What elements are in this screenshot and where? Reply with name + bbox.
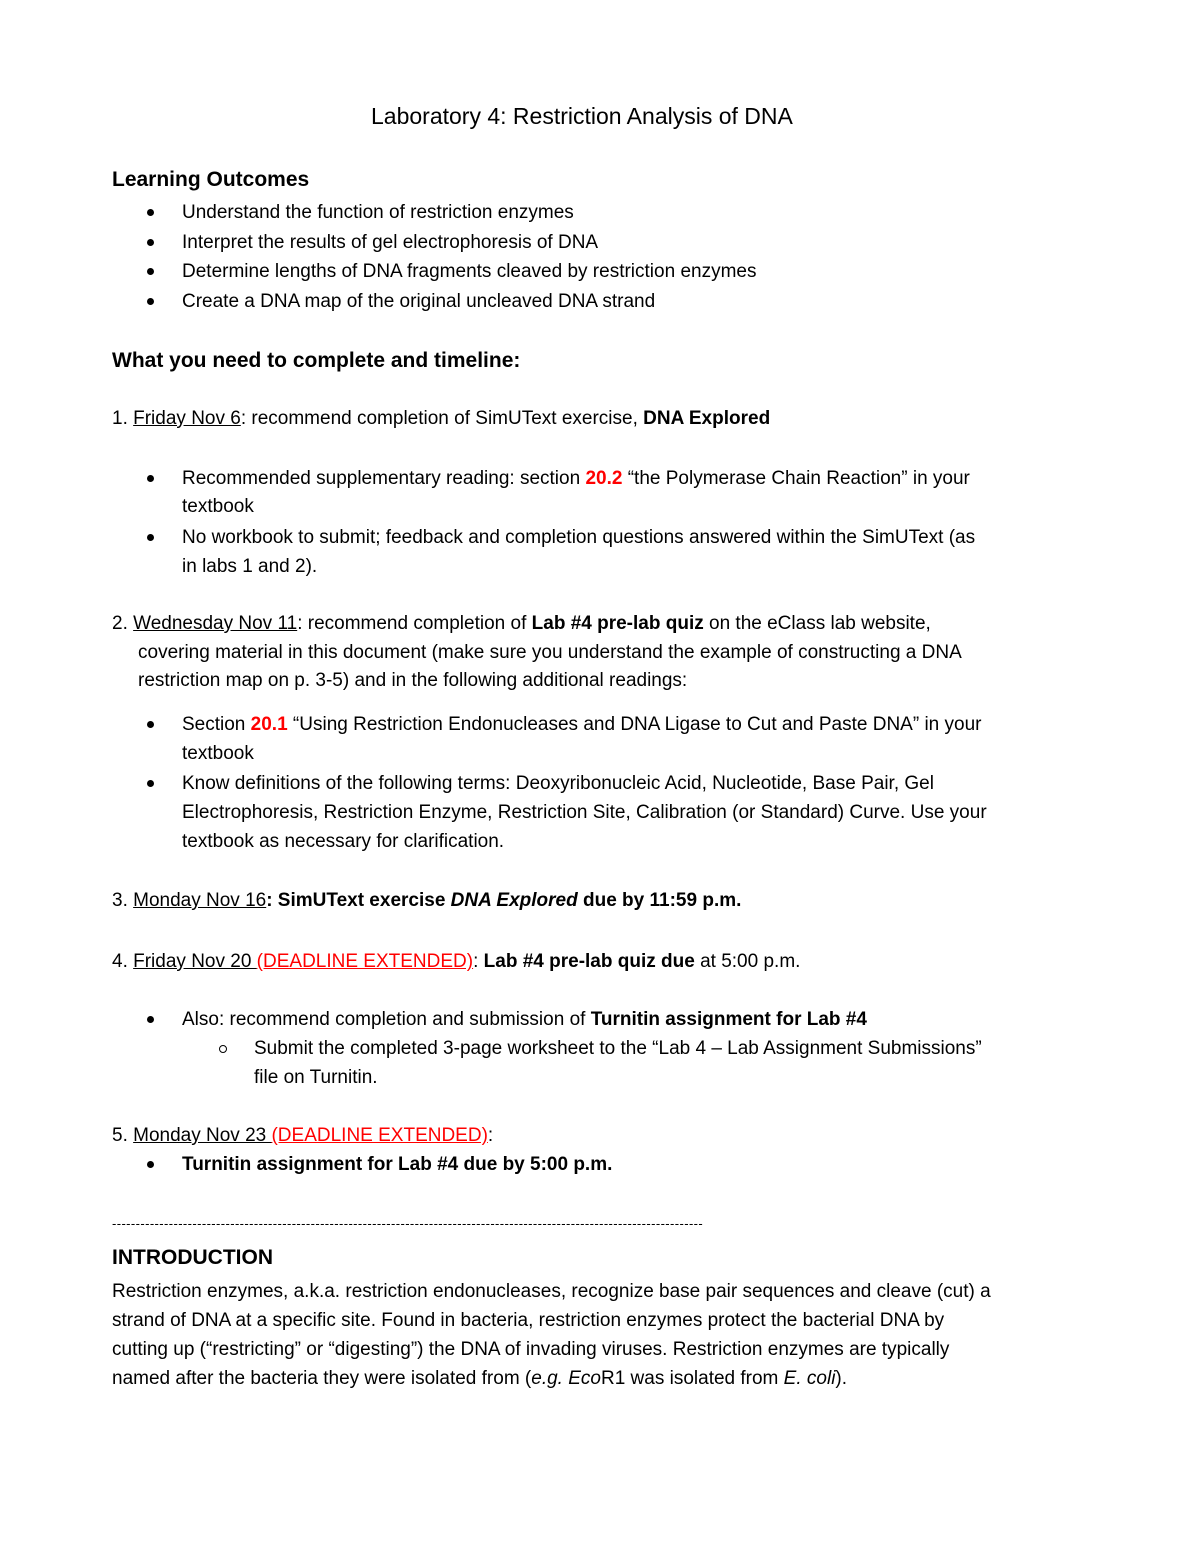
bullet-text: “Using Restriction Endonucleases and DNA Ligase to Cut and Paste DNA” in your (287, 714, 982, 735)
item-number: 1. (112, 408, 134, 429)
bullet-icon (147, 721, 154, 728)
intro-text: R1 was isolated from (600, 1368, 784, 1389)
item-number: 2. (112, 613, 134, 634)
deadline-extended-label: (DEADLINE EXTENDED) (256, 951, 474, 972)
bullet-text-continuation: textbook as necessary for clarification. (182, 831, 505, 852)
intro-text: named after the bacteria they were isolated from ( (112, 1368, 532, 1389)
bullet-icon (147, 475, 154, 482)
item-text-continuation: covering material in this document (make sure you understand the example of constructing a DNA (138, 642, 962, 663)
item-text: on the eClass lab website, (703, 613, 931, 634)
item-date: Friday Nov 20 (133, 951, 257, 972)
reading-bullet-line (182, 710, 982, 739)
introduction-heading: INTRODUCTION (112, 1246, 273, 1269)
bullet-icon (147, 1016, 154, 1023)
item-bold-text: Lab #4 pre-lab quiz due (483, 951, 695, 972)
intro-italic-text: E. coli (783, 1368, 836, 1389)
item-text-continuation: restriction map on p. 3-5) and in the following additional readings: (138, 670, 688, 691)
deadline-extended-label: (DEADLINE EXTENDED) (271, 1125, 488, 1146)
item-italic-text: DNA Explored (450, 890, 578, 911)
hollow-bullet-icon (219, 1045, 227, 1053)
learning-outcome-item: Interpret the results of gel electrophoresis of DNA (182, 232, 599, 253)
separator-line: ----------------------------------------------------------------------------------------------------------------------------- (112, 1216, 704, 1231)
bullet-icon (147, 534, 154, 541)
intro-paragraph-line: strand of DNA at a specific site. Found in bacteria, restriction enzymes protect the bacterial DNA by (112, 1310, 945, 1331)
item-text: : recommend completion of SimUText exercise, (240, 408, 644, 429)
learning-outcomes-heading: Learning Outcomes (112, 168, 310, 191)
intro-text: ). (835, 1368, 848, 1389)
sub-bullet-text-continuation: file on Turnitin. (254, 1067, 378, 1088)
item-bold-text: DNA Explored (643, 408, 771, 429)
timeline-item-5 (112, 1121, 493, 1150)
item-number: 5. (112, 1125, 134, 1146)
item-text: : recommend completion of (297, 613, 532, 634)
item-text: at 5:00 p.m. (694, 951, 801, 972)
item-date: Monday Nov 16 (133, 890, 267, 911)
item-bold-text: due by 11:59 p.m. (577, 890, 742, 911)
item-number: 3. (112, 890, 134, 911)
bullet-icon (147, 239, 154, 246)
bullet-text-line (182, 1005, 867, 1034)
timeline-item-3 (112, 886, 741, 915)
page-title: Laboratory 4: Restriction Analysis of DNA (371, 103, 793, 129)
bullet-text: Also: recommend completion and submission of (182, 1009, 591, 1030)
bullet-text-continuation: textbook (182, 496, 254, 517)
learning-outcome-item: Determine lengths of DNA fragments cleaved by restriction enzymes (182, 261, 757, 282)
timeline-item-1 (112, 404, 770, 433)
sub-bullet-text: Submit the completed 3-page worksheet to the “Lab 4 – Lab Assignment Submissions” (254, 1038, 982, 1059)
item-date: Monday Nov 23 (133, 1125, 272, 1146)
bullet-icon (147, 1161, 154, 1168)
item-number: 4. (112, 951, 134, 972)
bullet-icon (147, 268, 154, 275)
reading-bullet-line (182, 464, 970, 493)
timeline-item-2 (112, 609, 931, 638)
item-date: Friday Nov 6 (133, 408, 241, 429)
bullet-bold-text: Turnitin assignment for Lab #4 (590, 1009, 867, 1030)
learning-outcome-item: Understand the function of restriction enzymes (182, 202, 574, 223)
bullet-bold-text: Turnitin assignment for Lab #4 due by 5:00 p.m. (182, 1154, 613, 1175)
bullet-text: Know definitions of the following terms: Deoxyribonucleic Acid, Nucleotide, Base Pair, Gel (182, 773, 934, 794)
timeline-item-4 (112, 947, 800, 976)
item-text: : (473, 951, 484, 972)
learning-outcome-item: Create a DNA map of the original uncleaved DNA strand (182, 291, 656, 312)
intro-italic-text: e.g. Eco (531, 1368, 601, 1389)
bullet-text-continuation: textbook (182, 743, 254, 764)
bullet-icon (147, 780, 154, 787)
intro-paragraph-line: cutting up (“restricting” or “digesting”) the DNA of invading viruses. Restriction enzymes are typically (112, 1339, 950, 1360)
section-number: 20.1 (250, 714, 288, 735)
item-bold-text: Lab #4 pre-lab quiz (531, 613, 704, 634)
bullet-text-continuation: Electrophoresis, Restriction Enzyme, Restriction Site, Calibration (or Standard) Curve. Use your (182, 802, 987, 823)
bullet-text-continuation: in labs 1 and 2). (182, 556, 318, 577)
intro-paragraph-line: Restriction enzymes, a.k.a. restriction endonucleases, recognize base pair sequences and cleave (cut) a (112, 1281, 991, 1302)
bullet-text: Recommended supplementary reading: section (182, 468, 586, 489)
intro-paragraph-line (112, 1364, 847, 1393)
section-number: 20.2 (585, 468, 623, 489)
item-date: Wednesday Nov 11 (133, 613, 298, 634)
bullet-icon (147, 209, 154, 216)
item-text: : (487, 1125, 494, 1146)
bullet-text: Section (182, 714, 251, 735)
bullet-text: “the Polymerase Chain Reaction” in your (622, 468, 970, 489)
item-bold-text: : SimUText exercise (266, 890, 451, 911)
bullet-text: No workbook to submit; feedback and completion questions answered within the SimUText (as (182, 527, 976, 548)
timeline-heading: What you need to complete and timeline: (112, 349, 521, 372)
bullet-icon (147, 298, 154, 305)
